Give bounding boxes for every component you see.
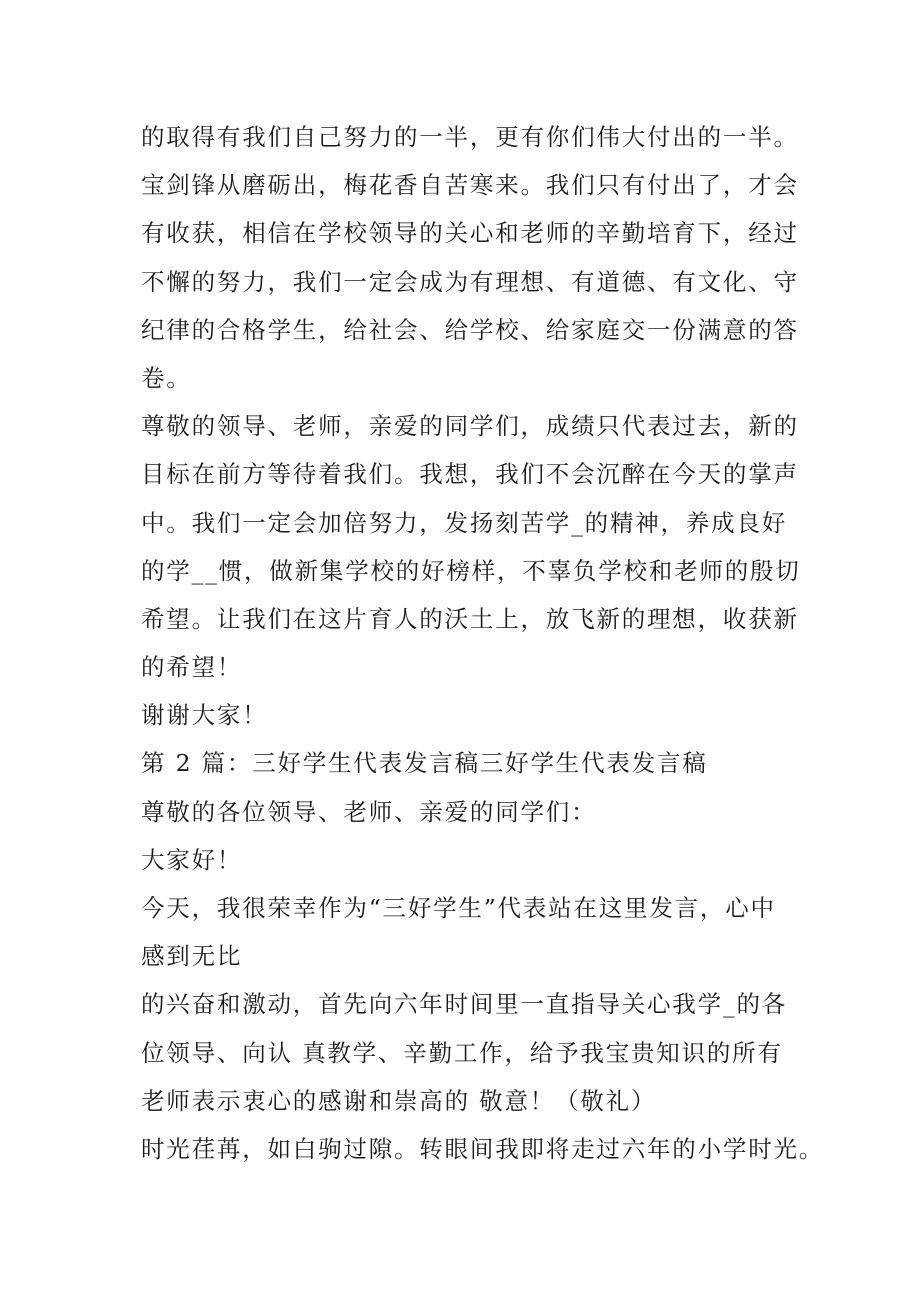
text-line: 宝剑锋从磨砺出，梅花香自苦寒来。我们只有付出了，才会 [141, 171, 799, 200]
text-line: 有收获，相信在学校领导的关心和老师的辛勤培育下，经过 [141, 219, 799, 248]
text-line: 尊敬的各位领导、老师、亲爱的同学们： [141, 797, 597, 826]
text-line: 位领导、向认 真教学、辛勤工作，给予我宝贵知识的所有 [141, 1038, 783, 1067]
text-line: 今天，我很荣幸作为“三好学生”代表站在这里发言，心中 [141, 894, 776, 922]
text-line: 中。我们一定会加倍努力，发扬刻苦学_的精神，养成良好 [141, 508, 788, 537]
text-line: 的学__惯，做新集学校的好榜样，不辜负学校和老师的殷切 [141, 556, 801, 585]
text-line: 感到无比 [141, 942, 243, 971]
text-line: 卷。 [141, 363, 192, 392]
text-line: 大家好！ [141, 845, 243, 874]
text-line: 的希望！ [141, 653, 243, 682]
text-line: 谢谢大家！ [141, 701, 268, 730]
text-line: 目标在前方等待着我们。我想，我们不会沉醉在今天的掌声 [141, 460, 799, 489]
text-line: 时光荏苒，如白驹过隙。转眼间我即将走过六年的小学时光。 [141, 1134, 825, 1163]
text-line: 的兴奋和激动，首先向六年时间里一直指导关心我学_的各 [141, 990, 788, 1019]
section-heading: 第 2 篇：三好学生代表发言稿三好学生代表发言稿 [141, 749, 708, 778]
text-line: 希望。让我们在这片育人的沃土上，放飞新的理想，收获新 [141, 604, 799, 633]
document-body [141, 113, 825, 1173]
text-line: 纪律的合格学生，给社会、给学校、给家庭交一份满意的答 [141, 315, 799, 344]
text-line: 的取得有我们自己努力的一半，更有你们伟大付出的一半。 [141, 123, 799, 151]
text-line: 不懈的努力，我们一定会成为有理想、有道德、有文化、守 [141, 267, 799, 296]
text-line: 老师表示衷心的感谢和崇高的 敬意！（敬礼） [141, 1086, 657, 1115]
text-line: 尊敬的领导、老师，亲爱的同学们，成绩只代表过去，新的 [141, 412, 799, 441]
